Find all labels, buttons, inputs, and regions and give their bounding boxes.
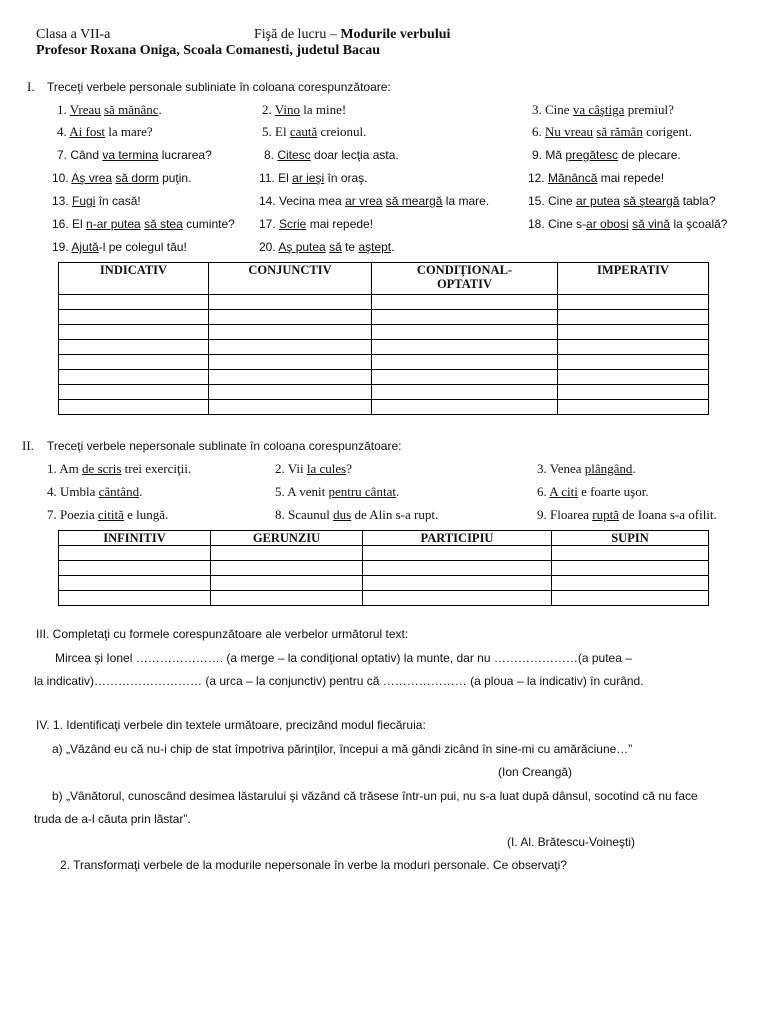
underlined-verb: plângând xyxy=(584,461,633,476)
item-text: . xyxy=(391,240,395,254)
underlined-verb: ruptă xyxy=(592,507,619,522)
underlined-verb: să mănânc xyxy=(104,102,159,117)
item-text: creionul. xyxy=(317,124,367,139)
underlined-verb: va câştiga xyxy=(572,102,625,117)
item-text: 19. xyxy=(52,240,72,254)
author-line: Profesor Roxana Oniga, Scoala Comanesti, judetul Bacau xyxy=(36,43,381,58)
underlined-verb: Ai fost xyxy=(69,124,106,139)
s1-item xyxy=(532,148,681,162)
s1-item xyxy=(528,217,727,231)
underlined-verb: la cules xyxy=(306,461,347,476)
item-text: 16. El xyxy=(52,217,87,231)
item-text: 14. Vecina mea xyxy=(259,194,346,208)
underlined-verb: Citesc xyxy=(277,148,311,162)
item-text: . xyxy=(139,484,143,499)
item-text: la mine! xyxy=(300,102,347,117)
item-text: 9. Mă xyxy=(532,148,566,162)
table-row xyxy=(59,400,709,415)
header-imperativ: IMPERATIV xyxy=(558,263,709,295)
table-row xyxy=(59,561,709,576)
item-text: 1. xyxy=(57,102,70,117)
table-row xyxy=(59,310,709,325)
item-text: 3. Cine xyxy=(532,102,573,117)
underlined-verb: Ajută xyxy=(71,240,99,254)
item-text: e lungă. xyxy=(123,507,169,522)
nonpersonal-moods-table xyxy=(58,530,709,606)
s1-item xyxy=(57,102,162,118)
underlined-verb: să rămân xyxy=(596,124,643,139)
underlined-verb: A citi xyxy=(549,484,578,499)
underlined-verb: ar obosi xyxy=(586,217,629,231)
underlined-verb: pregătesc xyxy=(565,148,619,162)
item-text: . xyxy=(632,461,636,476)
item-text: 13. xyxy=(52,194,73,208)
item-text: -l pe colegul tău! xyxy=(98,240,187,254)
s1-item xyxy=(264,148,399,162)
item-text: 17. xyxy=(259,217,280,231)
item-text: corigent. xyxy=(642,124,692,139)
underlined-verb: n-ar putea xyxy=(86,217,141,231)
table-row xyxy=(59,546,709,561)
item-text: trei exerciţii. xyxy=(121,461,192,476)
s2-item xyxy=(275,484,399,500)
s2-item xyxy=(47,484,142,500)
s1-item xyxy=(57,124,153,140)
table-row xyxy=(59,370,709,385)
text-b-author: (I. Al. Brătescu-Voineşti) xyxy=(507,835,636,849)
item-text: 6. xyxy=(537,484,550,499)
worksheet-title: Modurile verbului xyxy=(340,27,451,42)
s1-item xyxy=(52,194,141,208)
underlined-verb: Vreau xyxy=(69,102,101,117)
s1-item xyxy=(52,217,235,231)
item-text: puţin. xyxy=(158,171,192,185)
item-text: 2. xyxy=(262,102,275,117)
item-text: doar lecţia asta. xyxy=(310,148,399,162)
section-3-line-2: la indicativ)……………………… (a urca – la conjunctiv) pentru că ………………… (a ploua – la indicativ) în curând. xyxy=(34,674,644,688)
item-text: 20. xyxy=(259,240,279,254)
section-2-instruction: Treceţi verbele nepersonale sublinate în coloana corespunzătoare: xyxy=(47,439,402,453)
s1-item xyxy=(532,102,674,118)
underlined-verb: ar ieşi xyxy=(292,171,325,185)
s1-item xyxy=(532,124,692,140)
underlined-verb: cântând xyxy=(98,484,140,499)
item-text: 7. Când xyxy=(57,148,103,162)
item-text: . xyxy=(395,484,400,499)
underlined-verb: ar putea xyxy=(576,194,621,208)
underlined-verb: dus xyxy=(333,507,352,522)
item-text: la mare. xyxy=(442,194,490,208)
s1-item xyxy=(528,171,664,185)
item-text: 2. Vii xyxy=(275,461,307,476)
underlined-verb: caută xyxy=(289,124,318,139)
text-a-author: (Ion Creangă) xyxy=(498,765,573,779)
s2-item xyxy=(275,461,352,477)
item-text: 8. xyxy=(264,148,278,162)
header-gerunziu: GERUNZIU xyxy=(211,531,363,546)
underlined-verb: să dorm xyxy=(115,171,159,185)
item-text: 4. xyxy=(57,124,70,139)
item-text: premiul? xyxy=(624,102,674,117)
text-a: a) „Văzând eu că nu-i chip de stat împotriva părinţilor, începui a mă gândi zicând în sine-mi cu amărăciune…” xyxy=(52,742,633,756)
item-text: 11. El xyxy=(259,171,293,185)
table-row xyxy=(59,325,709,340)
section-4-task-2: 2. Transformaţi verbele de la modurile nepersonale în verbe la moduri personale. Ce observaţi? xyxy=(60,858,567,872)
underlined-verb: să şteargă xyxy=(623,194,680,208)
header-supin: SUPIN xyxy=(552,531,709,546)
s1-item xyxy=(262,124,366,140)
text-b-line-2: truda de a-l căuta prin lăstar”. xyxy=(34,812,191,826)
header-conditional-optativ: CONDIŢIONAL- OPTATIV xyxy=(372,263,558,295)
item-text: 4. Umbla xyxy=(47,484,99,499)
s1-item xyxy=(52,240,187,254)
section-4-instruction: IV. 1. Identificaţi verbele din textele următoare, precizând modul fiecăruia: xyxy=(36,718,426,732)
section-2-numeral: II. xyxy=(22,438,34,453)
s1-item xyxy=(259,217,373,231)
item-text: 7. Poezia xyxy=(47,507,98,522)
worksheet-title-line xyxy=(254,27,450,43)
underlined-verb: să meargă xyxy=(385,194,443,208)
item-text: în casă! xyxy=(95,194,141,208)
header-infinitiv: INFINITIV xyxy=(59,531,211,546)
item-text: 6. xyxy=(532,124,545,139)
header-conjunctiv: CONJUNCTIV xyxy=(209,263,372,295)
item-text: e foarte uşor. xyxy=(577,484,649,499)
s1-item xyxy=(259,240,395,254)
underlined-verb: citită xyxy=(97,507,124,522)
item-text: lucrarea? xyxy=(158,148,212,162)
underlined-verb: Aş putea xyxy=(278,240,326,254)
underlined-verb: Scrie xyxy=(279,217,307,231)
header-participiu: PARTICIPIU xyxy=(363,531,552,546)
section-3-line-1: Mircea şi Ionel …………………. (a merge – la condiţional optativ) la munte, dar nu …………………(a putea – xyxy=(55,651,632,665)
item-text: 18. Cine s- xyxy=(528,217,587,231)
item-text: 12. xyxy=(528,171,549,185)
table-row xyxy=(59,576,709,591)
item-text: mai repede! xyxy=(306,217,374,231)
item-text: 3. Venea xyxy=(537,461,585,476)
s2-item xyxy=(47,507,168,523)
s2-item xyxy=(537,484,649,500)
s1-item xyxy=(259,171,368,185)
s1-item xyxy=(262,102,346,118)
section-3-instruction: III. Completaţi cu formele corespunzătoare ale verbelor următorul text: xyxy=(36,627,409,641)
item-text: 15. Cine xyxy=(528,194,577,208)
class-label: Clasa a VII-a xyxy=(36,27,111,42)
item-text: în oraş. xyxy=(324,171,368,185)
underlined-verb: să vină xyxy=(632,217,671,231)
underlined-verb: pentru cântat xyxy=(328,484,396,499)
item-text: 8. Scaunul xyxy=(275,507,334,522)
item-text: . xyxy=(158,102,162,117)
underlined-verb: de scris xyxy=(82,461,122,476)
item-text: mai repede! xyxy=(597,171,665,185)
item-text: la mare? xyxy=(105,124,153,139)
s2-item xyxy=(537,507,717,523)
item-text: cuminte? xyxy=(182,217,235,231)
item-text: la şcoală? xyxy=(670,217,728,231)
s2-item xyxy=(275,507,438,523)
underlined-verb: să stea xyxy=(144,217,183,231)
item-text: de Ioana s-a ofilit. xyxy=(618,507,717,522)
table-row xyxy=(59,591,709,606)
worksheet-prefix: Fişă de lucru – xyxy=(254,27,341,42)
table-row xyxy=(59,340,709,355)
underlined-verb: Mănâncă xyxy=(548,171,598,185)
item-text: tabla? xyxy=(679,194,716,208)
item-text: te xyxy=(341,240,359,254)
underlined-verb: Vino xyxy=(274,102,300,117)
header-indicativ: INDICATIV xyxy=(59,263,209,295)
s2-item xyxy=(47,461,191,477)
underlined-verb: Nu vreau xyxy=(545,124,594,139)
underlined-verb: va termina xyxy=(102,148,159,162)
s1-item xyxy=(259,194,489,208)
item-text: 5. A venit xyxy=(275,484,329,499)
table-row xyxy=(59,295,709,310)
item-text: 1. Am xyxy=(47,461,83,476)
table-row xyxy=(59,385,709,400)
item-text: 9. Floarea xyxy=(537,507,593,522)
personal-moods-table xyxy=(58,262,709,415)
s1-item xyxy=(52,171,191,185)
underlined-verb: să xyxy=(329,240,342,254)
underlined-verb: Aş vrea xyxy=(71,171,113,185)
underlined-verb: aştept xyxy=(358,240,392,254)
s1-item xyxy=(57,148,212,162)
item-text: 5. El xyxy=(262,124,290,139)
item-text: de Alin s-a rupt. xyxy=(351,507,439,522)
section-1-numeral: I. xyxy=(27,79,35,94)
item-text: 10. xyxy=(52,171,72,185)
text-b-line-1: b) „Vânătorul, cunoscând desimea lăstarului şi văzând că trăsese într-un pui, nu s-a luat după dânsul, socotind că nu face xyxy=(52,789,698,803)
section-1-instruction: Treceţi verbele personale subliniate în coloana corespunzătoare: xyxy=(47,80,391,94)
underlined-verb: Fugi xyxy=(72,194,96,208)
s1-item xyxy=(528,194,716,208)
s2-item xyxy=(537,461,636,477)
item-text: ? xyxy=(346,461,352,476)
item-text: de plecare. xyxy=(618,148,681,162)
underlined-verb: ar vrea xyxy=(345,194,383,208)
table-row xyxy=(59,355,709,370)
